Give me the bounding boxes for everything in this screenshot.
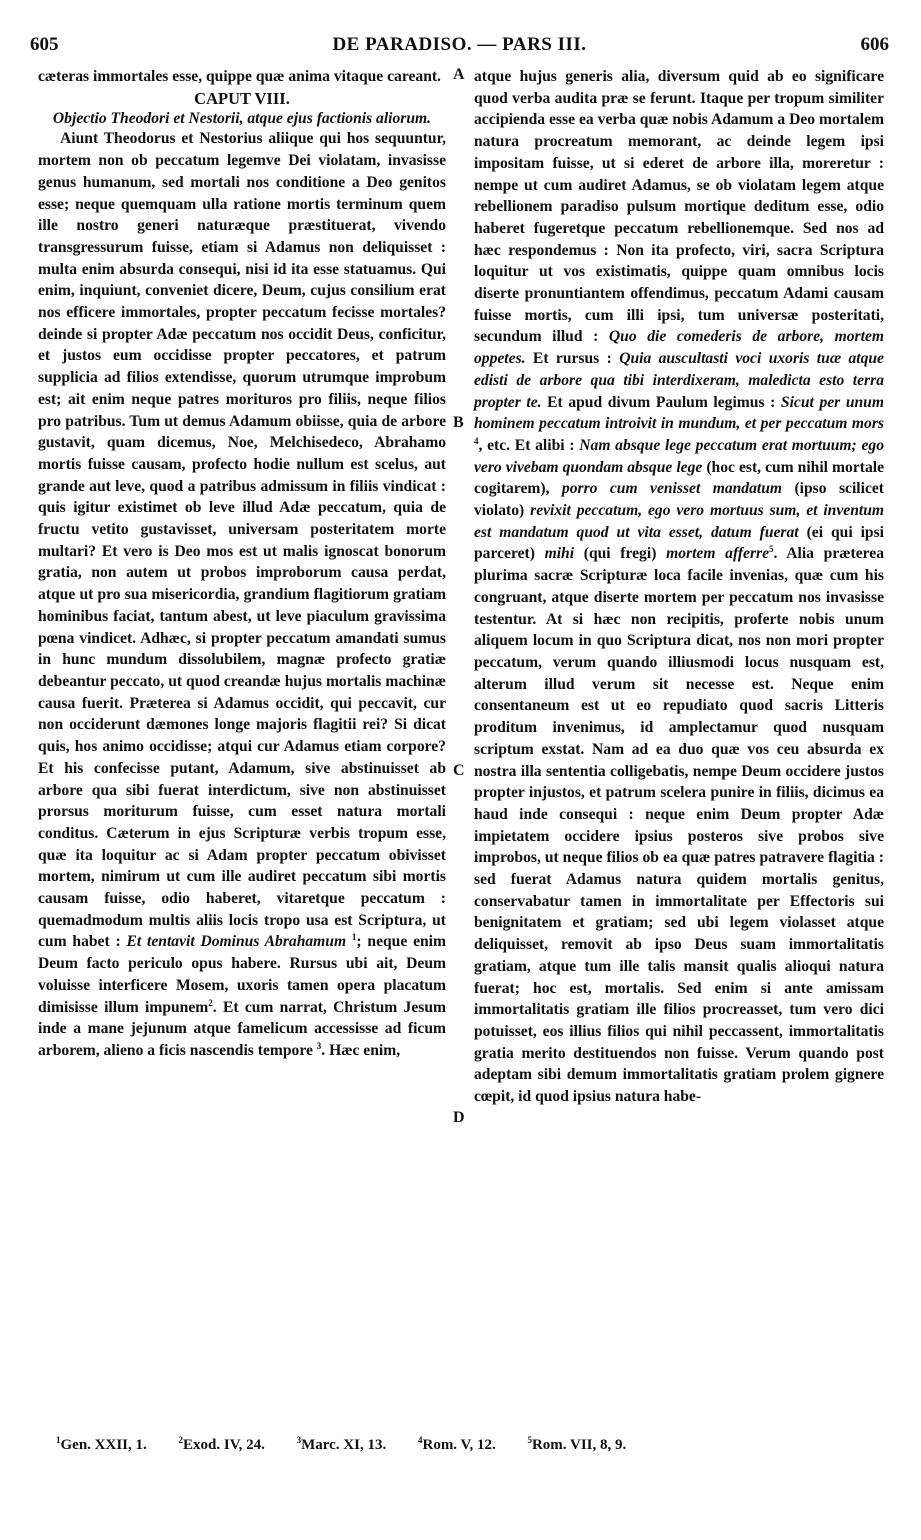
text-run: Et rursus : [525,350,620,368]
italic-quote: Nam absque lege peccatum erat mortuum; ego vero vivebam quondam absque lege [474,436,884,476]
text-run: ; neque enim Deum facto periculo opus habere. Rursus ubi ait, Deum voluisse interficere Mosem, uxoris tamen opera placatum dimisisse illum impunem [38,933,446,1016]
text-run: atque hujus generis alia, diversum quid ab eo significare quod verba audita præ se ferunt. Itaque per tropum similiter accipienda esse ea verba quæ nobis Adamum a Deo mortalem natura procreatum memorant, ac deinde legem ipsi impositam fuisse, ut si ederet de arbore illa, moreretur : nempe ut cum audiret Adamus, se ob violatam legem atque rebellionem paradiso pulsum mortique deditum esse, odio haberet fugeretque peccatum rebellionemque. Sed nos ad hæc respondemus : Non ita profecto, viri, sacra Scriptura loquitur ut vos existimatis, quippe quam omnibus locis diserte pronuntiantem offendimus, peccatum Adami causam fuisse mortis, cum illi ipsi, tum universæ posteritati, secundum illud : [474,68,884,346]
margin-marker-c: C [453,762,465,779]
intro-text: cæteras immortales esse, quippe quæ anima vitaque careant. [38,68,441,85]
chapter-heading: CAPUT VIII. [194,88,290,108]
footnote-ref: 4 [474,435,479,446]
page-number-right: 606 [860,34,889,55]
margin-marker-d: D [453,1109,465,1126]
footnote [527,1437,640,1453]
text-run: , etc. Et alibi : [478,436,580,454]
text-run: . Alia præterea plurima sacræ Scripturæ loca facile invenias, quæ cum his congruant, atque diserte mortem per peccatum nos invasisse testentur. At si hæc non recipitis, proferte nobis unum aliquem locum in quo Scriptura dicat, nos non mori propter peccatum, verum quando illiusmodi locus nusquam est, alterum illud verum sit necesse est. Neque enim consentaneum est ut eo repudiato quod sacris Litteris proditum invenimus, id amplectamur quod nusquam scriptum exstat. Nam ad ea duo quæ vos ceu absurda ex nostra illa sententia colligebatis, nempe Deum occidere justos propter injustos, et patrum scelera punire in filiis, dicimus ea haud inde consequi : neque enim Deum propter Adæ impietatem occidere ipsius posteros sive probos sive improbos, ut neque filios ob ea quæ patres patravere flagitia : sed fuerat Adamus natura quidem mortalis genitus, conservabatur tamen in immortalitate per Effectoris sui benignitatem et gratiam; sed ubi legem violasset atque deliquisset, removit ab ipso Deus suam immortalitatis gratiam, atque tum ille talis mansit qualis alioqui natura fuerat; hoc est, mortalis. Sed enim si ante amissam immortalitatis gratiam ille filios procreasset, tum vero dici potuisset, eos illius filios qui nihil peccassent, immortalitatis gratia merito destituendos non fuisse. Verum quando post adeptam sibi demum immortalitatis gratiam prolem gignere cœpit, id quod ipsius natura habe- [474,545,884,1106]
footnote [297,1437,401,1453]
page-number-left: 605 [30,34,59,55]
text-run: Et apud divum Paulum legimus : [541,393,781,411]
text-run: . Hæc enim, [321,1041,401,1059]
footnote-ref: 2 [208,997,213,1008]
margin-marker-b: B [453,414,464,431]
text-run: (qui fregi) [574,545,667,563]
footnote-number: 3 [296,1435,302,1445]
italic-quote: revixit peccatum, ego vero mortuus sum, et inventum est mandatum quod ut vita esset, datum fuerat [474,502,884,541]
body-paragraph [474,66,884,1108]
footnote-ref: 5 [769,544,774,555]
footnote [179,1437,279,1453]
italic-quote: Et tentavit Dominus Abrahamum [126,933,347,951]
italic-quote: mortem afferre [666,545,770,563]
footnote-ref: 3 [316,1040,322,1051]
footnote-number: 5 [527,1435,532,1445]
footnote-text: Marc. XI, 13. [301,1437,387,1453]
footnote-ref: 1 [351,932,357,943]
footnote-number: 1 [56,1435,61,1445]
running-header [30,34,889,60]
text-run: (ipso scilicet violato) [474,480,884,520]
footnote-number: 4 [417,1435,423,1445]
italic-quote: mihi [544,545,575,563]
left-column [38,66,446,1062]
italic-quote: Quo die comederis de arbore, mortem oppetes. [474,328,884,368]
text-run: (hoc est, cum nihil mortale cogitarem), [474,458,884,498]
footnote [56,1437,161,1453]
text-run: (ei qui ipsi parceret) [474,523,885,563]
footnote [418,1437,510,1453]
footnote-number: 2 [178,1435,184,1445]
text-run: . Et cum narrat, Christum Jesum inde a mane jejunum atque famelicum accessisse ad ficum arborem, alieno a ficis nascendis tempore [38,998,447,1059]
text-run: Aiunt Theodorus et Nestorius aliique qui hos sequuntur, mortem non ob peccatum legemve Dei violatam, invasisse genus humanum, sed mortali nos conditione a Deo genitos esse; neque quemquam ulla ratione mortis terminum quem ille nostro generi naturæque præstituerat, vivendo transgressurum fuisse, etiam si Adamus non deliquisset : multa enim absurda consequi, nisi id ita esse statuamus. Qui enim, inquiunt, conveniet dicere, Deum, cujus consilium erat nos efficere immortales, propter peccatum fecisse mortales? deinde si propter Adæ peccatum nos occidit Deus, conficitur, et justos eum occidisse propter peccatores, et patrum supplicia ad filios extendisse, quorum utrumque improbum est; ait enim neque patres morituros pro filiis, neque filios pro patribus. Tum ut demus Adamum obiisse, quia de arbore gustavit, quam dicemus, Noe, Melchisedeco, Abrahamo mortis fuisse causam, profecto hodie nullum est scelus, aut grande aut leve, quod a patribus admissum in filiis vindicat : quis igitur existimet ob leve illud Adæ peccatum, quia de fructu vetito gustavisset, universam posteritatem morte multari? Et vero is Deo mos est ut malis ignoscat bonorum gratia, non autem ut probos improborum causa perdat, atque ut pro sua misericordia, grandium flagitiorum gratiam hominibus faciat, tantum abest, ut leve piaculum gravissima pœna vindicet. Adhæc, si propter peccatum amandati sumus in hunc mundum dissolubilem, magnæ profecto gratiæ debeantur peccato, ut quod creandæ hujus mortalis machinæ causa fuerit. Præterea si Adamus occidit, qui peccavit, cur non occiderunt dæmones longe majoris flagitii rei? Si dicat quis, hos animo occidisse; atqui cur Adamus etiam corpore? Et his confecisse putant, Adamum, sive abstinuisset ab arbore qua sibi fuerat interdictum, sive non abstinuisset prorsus moriturum fuisse, cum esset natura mortali conditus. Cæterum in ejus Scripturæ verbis tropum esse, quæ ita loquitur ac si Adam propter peccatum obivisset mortem, nimirum ut cum ille audiret peccatum sibi mortis causam fuisse, odio haberet, vitaretque peccatum : quemadmodum multis aliis locis tropo usa est Scriptura, ut cum habet : [38,130,446,951]
italic-quote: Quia auscultasti voci uxoris tuæ atque edisti de arbore qua tibi interdixeram, maledicta esto terra propter te. [474,350,884,411]
body-paragraph [38,128,446,1061]
footnote-text: Exod. IV, 24. [183,1437,265,1453]
footnote-text: Gen. XXII, 1. [60,1437,147,1453]
footnote-text: Rom. V, 12. [422,1437,496,1453]
margin-marker-a: A [453,66,465,83]
footnote-text: Rom. VII, 8, 9. [531,1437,627,1453]
right-column [474,66,884,1108]
italic-quote: Sicut per unum hominem peccatum introivit in mundum, et per peccatum mors [474,393,884,433]
running-title: DE PARADISO. — PARS III. [332,34,587,55]
chapter-subtitle: Objectio Theodori et Nestorii, atque ejus factionis aliorum. [52,110,432,128]
italic-quote: porro cum venisset mandatum [561,480,783,498]
footnotes [56,1437,654,1454]
